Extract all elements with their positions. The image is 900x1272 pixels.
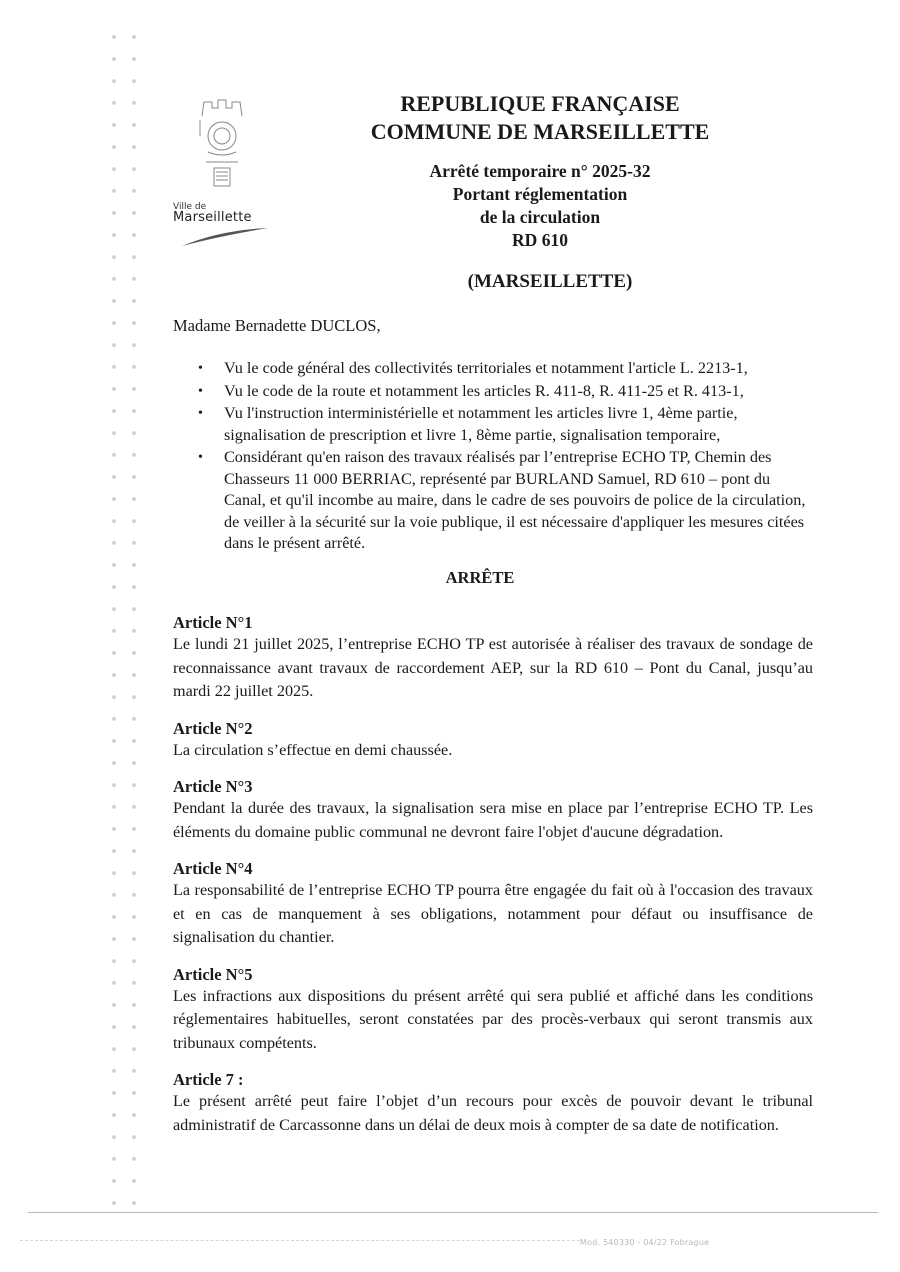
article-title: Article N°1 bbox=[173, 613, 253, 632]
decree-number: Arrêté temporaire n° 2025-32 bbox=[429, 161, 651, 181]
decree-locality: (MARSEILLETTE) bbox=[467, 271, 633, 292]
addressee: Madame Bernadette DUCLOS, bbox=[173, 316, 381, 335]
logo-small-text: Ville de bbox=[173, 202, 207, 212]
margin-dot-pattern bbox=[104, 26, 144, 1206]
logo-town-name: Marseillette bbox=[173, 210, 252, 225]
article-title: Article N°3 bbox=[173, 777, 253, 796]
article-title: Article N°4 bbox=[173, 859, 253, 878]
decree-road: RD 610 bbox=[512, 230, 568, 250]
town-crest-icon bbox=[170, 96, 270, 200]
list-item: • Considérant qu'en raison des travaux réalisés par l’entreprise ECHO TP, Chemin des Chasseurs 11 000 BERRIAC, représenté par BURLAND Samuel, RD 610 – pont du Canal, et qu'il incombe au maire, dans le cadre de ses pouvoirs de police de la circulation, de veiller à la sécurité sur la voie publique, il est nécessaire d'appliquer les mesures citées dans le présent arrêté. bbox=[198, 447, 808, 555]
footer-dashed-divider bbox=[20, 1240, 580, 1242]
republic-heading: REPUBLIQUE FRANÇAISE bbox=[400, 91, 680, 116]
article-5 bbox=[173, 964, 813, 1056]
article-text: Pendant la durée des travaux, la signalisation sera mise en place par l’entreprise ECHO TP. Les éléments du domaine public communal ne devront faire l'objet d'aucune dégradation. bbox=[173, 799, 813, 841]
article-title: Article N°2 bbox=[173, 718, 253, 738]
footer-form-reference: Mod. 540330 - 04/22 Fobrague bbox=[580, 1238, 710, 1247]
article-text: Les infractions aux dispositions du présent arrêté qui sera publié et affiché dans les conditions réglementaires habituelles, seront constatées par des procès-verbaux qui seront transmis aux tribunaux compétents. bbox=[173, 986, 813, 1052]
decision-heading: ARRÊTE bbox=[445, 568, 515, 587]
document-header bbox=[330, 90, 750, 146]
list-item: • Vu le code général des collectivités territoriales et notamment l'article L. 2213-1, bbox=[198, 358, 808, 380]
footer-divider bbox=[28, 1212, 878, 1214]
commune-heading: COMMUNE DE MARSEILLETTE bbox=[370, 119, 710, 144]
article-7 bbox=[173, 1069, 813, 1137]
article-title: Article 7 : bbox=[173, 1070, 244, 1089]
list-item: • Vu le code de la route et notamment les articles R. 411-8, R. 411-25 et R. 413-1, bbox=[198, 381, 808, 403]
town-logo bbox=[170, 96, 270, 256]
article-title: Article N°5 bbox=[173, 964, 253, 984]
considerants-list bbox=[198, 358, 808, 556]
article-text: La circulation s’effectue en demi chaussée. bbox=[173, 740, 453, 759]
article-4 bbox=[173, 858, 813, 950]
article-1 bbox=[173, 612, 813, 704]
article-text: Le présent arrêté peut faire l’objet d’un recours pour excès de pouvoir devant le tribunal administratif de Carcassonne dans un délai de deux mois à compter de sa date de notification. bbox=[173, 1092, 813, 1134]
list-item: • Vu l'instruction interministérielle et notamment les articles livre 1, 4ème partie, signalisation de prescription et livre 1, 8ème partie, signalisation temporaire, bbox=[198, 403, 808, 446]
article-text: Le lundi 21 juillet 2025, l’entreprise ECHO TP est autorisée à réaliser des travaux de sondage de reconnaissance avant travaux de raccordement AEP, sur la RD 610 – Pont du Canal, jusqu’au mardi 22 juillet 2025. bbox=[173, 635, 813, 700]
decree-subject-line-2: de la circulation bbox=[479, 207, 601, 227]
article-2 bbox=[173, 718, 813, 763]
article-text: La responsabilité de l’entreprise ECHO TP pourra être engagée du fait où à l'occasion des travaux et en cas de manquement à ses obligations, notamment pour défaut ou insuffisance de signalisation du chantier. bbox=[173, 881, 813, 946]
logo-swoosh-icon bbox=[180, 226, 270, 250]
decree-subject-line-1: Portant réglementation bbox=[452, 184, 628, 204]
decree-title-block bbox=[370, 160, 710, 252]
articles-section bbox=[173, 612, 813, 1151]
article-3 bbox=[173, 776, 813, 844]
